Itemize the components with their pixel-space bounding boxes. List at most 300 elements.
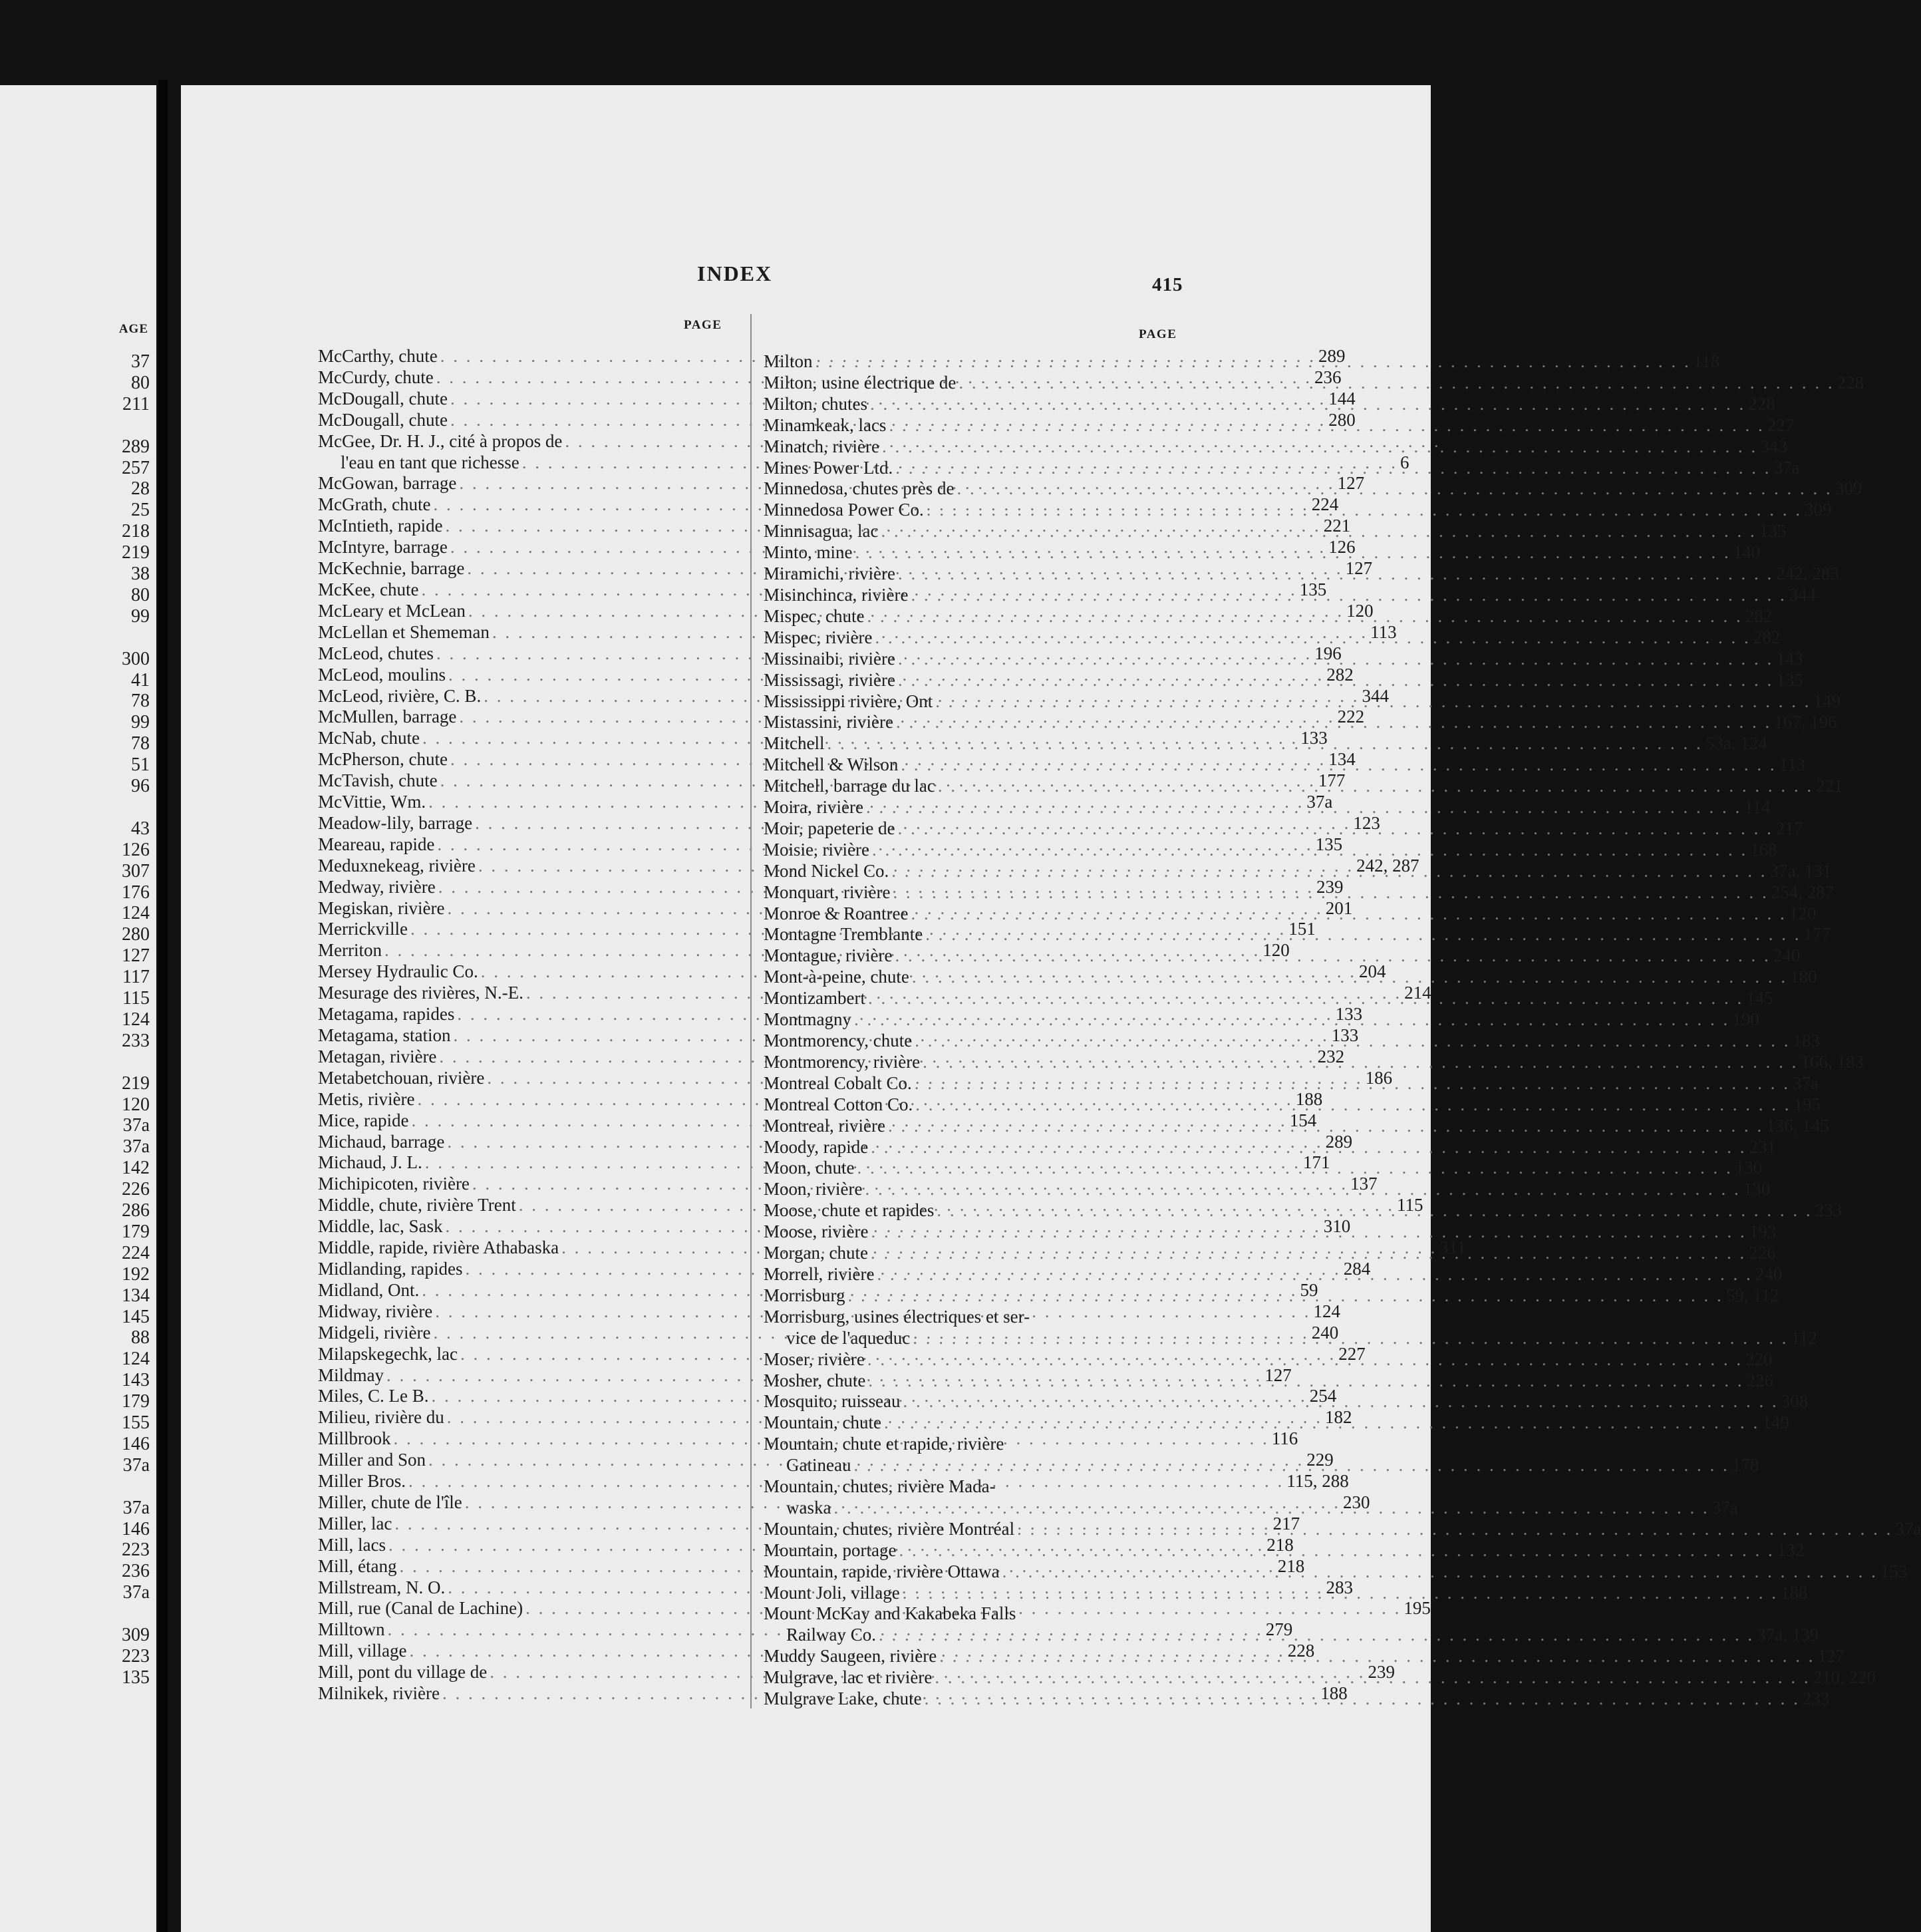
index-entry-page: 309 [1835, 478, 1862, 499]
index-entry-page: 135 [1759, 521, 1787, 542]
left-page-number: 211 [122, 393, 150, 414]
left-page-number: 224 [122, 1242, 150, 1263]
left-column-header: PAGE [684, 318, 722, 332]
index-entry-page: 220 [1745, 1349, 1773, 1369]
left-page-number: 37a [122, 1497, 150, 1518]
index-entry-page: 236 [1314, 367, 1342, 387]
index-entry-page: 59 [1300, 1279, 1318, 1300]
index-entry-text: Mistassini, rivière [764, 712, 893, 732]
left-page-number: 126 [122, 839, 150, 860]
index-entry-page: 221 [1323, 516, 1351, 536]
dot-leader [909, 967, 1790, 988]
index-entry-page: 166, 183 [1801, 1051, 1864, 1072]
left-page-number: 219 [122, 1072, 150, 1094]
index-entry-page: 186 [1365, 1067, 1393, 1088]
left-page-number: 99 [131, 712, 150, 733]
index-entry-page: 240 [1755, 1263, 1783, 1284]
index-entry-page: 134 [1328, 749, 1356, 770]
index-entry-page: 113 [1370, 621, 1397, 642]
index-entry-text: Meduxnekeag, rivière [318, 855, 476, 876]
index-entry-text: Mispec, chute [764, 605, 865, 626]
index-entry-text: McKechnie, barrage [318, 558, 465, 579]
index-entry-page: 218 [1266, 1534, 1294, 1555]
index-entry-page: 226 [1749, 1243, 1776, 1263]
left-page-number: 233 [122, 1030, 150, 1051]
index-entry-text: McLeod, chutes [318, 643, 434, 663]
index-entry-text: Morrell, rivière [764, 1263, 875, 1284]
index-entry-text: Mountain, chutes, rivière Mada- [764, 1476, 996, 1497]
dot-leader [912, 1073, 1793, 1094]
index-entry-page: 135 [1776, 669, 1803, 690]
dot-leader [892, 945, 1773, 967]
index-entry-text: Midway, rivière [318, 1301, 433, 1321]
index-entry-text: Montreal, rivière [764, 1115, 885, 1136]
left-page-number: 280 [122, 924, 150, 945]
dot-leader [854, 1158, 1735, 1179]
index-entry-text: Montmorency, chute [764, 1031, 913, 1050]
left-page-number: 223 [122, 1539, 150, 1561]
index-entry-text: Monquart, rivière [764, 882, 891, 902]
index-entry-page: 177 [1803, 924, 1831, 945]
left-page-number: 226 [122, 1179, 150, 1200]
index-entry-page: 239 [1316, 876, 1344, 897]
index-entry-page: 53a, 124 [1705, 733, 1767, 754]
index-entry-text: Miles, C. Le B. [318, 1386, 429, 1406]
dot-leader [895, 564, 1776, 585]
index-entry-page: 127 [1337, 473, 1365, 494]
index-entry-text: Midgeli, rivière [318, 1322, 431, 1343]
index-entry-text: Mount Joli, village [764, 1582, 900, 1603]
index-entry-text: Miller Bros. [318, 1471, 406, 1492]
index-entry-text: Montmorency, rivière [764, 1051, 921, 1072]
dot-leader [1000, 1561, 1880, 1583]
index-entry-text: Michaud, barrage [318, 1131, 445, 1152]
index-entry-text: Moira, rivière [764, 797, 863, 818]
index-entry-page: 140 [1733, 542, 1761, 563]
index-entry-page: 233 [1815, 1200, 1843, 1221]
index-entry-text: McCurdy, chute [318, 367, 434, 387]
index-entry-text: Mitchell [764, 733, 825, 754]
index-entry-text: Mitchell, barrage du lac [764, 776, 935, 796]
column-divider [750, 314, 752, 1708]
index-entry-page: 168 [1750, 839, 1777, 860]
index-entry-page: 240 [1311, 1322, 1339, 1343]
index-entry-text: Montmagny [764, 1009, 851, 1030]
index-entry [764, 1434, 1159, 1455]
left-page-number: 96 [131, 776, 150, 796]
index-entry-page: 282 [1326, 664, 1354, 685]
index-entry-page: 59, 112 [1725, 1285, 1779, 1305]
index-entry-text: Michaud, J. L. [318, 1152, 422, 1173]
left-page-number: 124 [122, 1009, 150, 1030]
index-entry-text: Mersey Hydraulic Co. [318, 961, 478, 982]
dot-leader [895, 649, 1776, 670]
page-number: 415 [1152, 274, 1183, 295]
index-entry-text: vice de l'aqueduc [786, 1327, 911, 1348]
index-entry-text: Minnisagua, lac [764, 521, 879, 542]
book-gutter [158, 80, 168, 1932]
index-entry-page: 37a [1895, 1518, 1921, 1539]
index-entry-page: 37a [1711, 1497, 1738, 1518]
left-page-number: 289 [122, 436, 150, 457]
left-page-number: 146 [122, 1433, 150, 1454]
dot-leader [956, 373, 1837, 394]
index-entry-text: Miramichi, rivière [764, 564, 895, 584]
index-entry-page: 127 [1817, 1646, 1845, 1667]
index-entry-text: Missinaibi, rivière [764, 648, 895, 669]
left-page-number: 51 [131, 754, 150, 776]
index-entry-text: Midlanding, rapides [318, 1258, 463, 1279]
index-entry-text: McLeary et McLean [318, 600, 466, 621]
index-entry-page: 195 [1404, 1598, 1431, 1619]
index-entry-text: Mulgrave, lac et rivière [764, 1667, 933, 1688]
index-entry-text: Metabetchouan, rivière [318, 1067, 485, 1088]
index-entry-text: Metagan, rivière [318, 1046, 437, 1066]
index-entry-text: Montizambert [764, 988, 865, 1009]
index-entry-text: Muddy Saugeen, rivière [764, 1646, 937, 1667]
index-entry-text: Mountain, portage [764, 1539, 897, 1560]
index-entry-text: Montreal Cobalt Co. [764, 1072, 912, 1093]
index-entry-page: 227 [1767, 414, 1795, 435]
index-entry [764, 436, 1787, 458]
index-entry-page: 309 [1804, 500, 1832, 520]
dot-leader [869, 840, 1750, 861]
dot-leader [886, 415, 1767, 436]
index-entry-text: McVittie, Wm. [318, 792, 426, 812]
index-entry-text: Meadow-lily, barrage [318, 812, 473, 833]
index-entry-page: 190 [1732, 1009, 1759, 1030]
dot-leader [874, 1264, 1755, 1285]
index-entry-text: Megiskan, rivière [318, 897, 445, 918]
index-entry-page: 127 [1345, 558, 1373, 579]
index-entry-text: McGrath, chute [318, 494, 431, 515]
index-entry-text: Mines Power Ltd. [764, 457, 893, 478]
left-page-number: 218 [122, 521, 150, 542]
left-page-number: 41 [131, 669, 150, 691]
dot-leader [824, 733, 1705, 754]
index-entry-page: 120 [1789, 903, 1817, 923]
left-page-number: 124 [122, 1349, 150, 1370]
left-page-number: 300 [122, 648, 150, 669]
index-entry-page: 177 [1318, 770, 1346, 791]
index-entry-text: Merrickville [318, 919, 408, 939]
index-entry-text: Milton [764, 351, 813, 371]
dot-leader [933, 691, 1813, 713]
index-entry-page: 218 [1277, 1555, 1305, 1576]
index-entry-text: Mosquito, ruisseau [764, 1391, 901, 1412]
left-page-number: 80 [131, 584, 150, 605]
index-entry-text: Milnikek, rivière [318, 1683, 440, 1704]
index-entry-page: 112 [1791, 1327, 1818, 1348]
index-entry-text: Moody, rapide [764, 1136, 869, 1157]
left-page-number: 219 [122, 542, 150, 564]
dot-leader [937, 1646, 1817, 1667]
index-entry-text: Minnedosa Power Co. [764, 500, 924, 520]
index-entry-text: Millstream, N. O. [318, 1577, 446, 1597]
dot-leader [908, 903, 1789, 925]
index-entry-page: 183 [1793, 1031, 1820, 1050]
index-entry-text: Moose, rivière [764, 1221, 869, 1242]
dot-leader [876, 1625, 1757, 1646]
index-entry-text: Minto, mine [764, 542, 853, 563]
index-entry-page: 130 [1743, 1179, 1771, 1200]
index-entry-text: Moisie, rivière [764, 839, 869, 860]
index-entry-page: 282 [1753, 627, 1781, 647]
dot-leader [922, 1689, 1803, 1710]
index-entry-page: 171 [1302, 1152, 1330, 1173]
index-entry-text: Mill, pont du village de [318, 1662, 488, 1683]
index-entry-page: 188 [1295, 1088, 1323, 1109]
index-entry-page: 239 [1368, 1662, 1395, 1683]
index-entry-text: waska [786, 1497, 831, 1518]
index-entry-text: Minatch, rivière [764, 436, 879, 456]
index-entry-page: 180 [1790, 967, 1817, 987]
index-entry-page: 149 [1762, 1412, 1789, 1433]
index-entry-text: McMullen, barrage [318, 707, 457, 727]
index-entry-text: Monroe & Roantree [764, 903, 909, 923]
index-entry-page: 214 [1404, 983, 1431, 1003]
index-entry-page: 154 [1289, 1110, 1317, 1130]
index-entry-page: 240 [1773, 945, 1801, 966]
left-page-number: 134 [122, 1285, 150, 1306]
index-entry-text: Montagne Tremblante [764, 924, 923, 945]
left-page-number: 25 [131, 500, 150, 521]
index-entry-page: 228 [1837, 372, 1864, 393]
index-entry-page: 204 [1358, 961, 1386, 982]
index-entry-page: 133 [1335, 1004, 1363, 1025]
index-entry-page: 114 [1744, 797, 1771, 818]
left-page-number: 38 [131, 564, 150, 584]
index-entry-page: 230 [1342, 1492, 1370, 1512]
index-entry [764, 1307, 1159, 1328]
left-page-number: 257 [122, 457, 150, 478]
left-page-number: 176 [122, 882, 150, 903]
dot-leader [868, 1137, 1749, 1158]
left-page-number: 307 [122, 860, 150, 882]
index-entry-page: 344 [1789, 584, 1817, 605]
index-entry-text: Moose, chute et rapides [764, 1200, 935, 1221]
index-entry-text: Meareau, rapide [318, 834, 435, 854]
index-entry-page: 228 [1748, 393, 1775, 414]
left-page-number: 127 [122, 945, 150, 967]
index-entry-text: Mountain, chutes, rivière Montréal [764, 1518, 1015, 1539]
dot-leader [900, 1583, 1781, 1604]
index-entry [764, 1285, 1779, 1307]
dot-leader [923, 924, 1803, 945]
index-entry-page: 118 [1693, 351, 1720, 371]
left-page-number: 146 [122, 1518, 150, 1539]
left-page-number: 99 [131, 605, 150, 627]
index-entry-page: 224 [1311, 494, 1339, 515]
index-entry-text: McDougall, chute [318, 409, 448, 430]
dot-leader [913, 1094, 1793, 1116]
left-page-number: 236 [122, 1561, 150, 1582]
left-page-number: 155 [122, 1412, 150, 1433]
dot-leader [851, 1009, 1732, 1031]
index-entry-page: 115, 288 [1286, 1471, 1349, 1492]
dot-leader [920, 1052, 1801, 1073]
index-entry-page: 143 [1776, 648, 1803, 669]
dot-leader [865, 1349, 1745, 1370]
dot-leader [1014, 1519, 1895, 1540]
index-entry-page: 231 [1749, 1136, 1776, 1157]
dot-leader [867, 394, 1748, 415]
index-entry-page: 115 [1396, 1195, 1423, 1215]
index-entry-page: 124 [1313, 1301, 1340, 1321]
index-entry-text: Mount McKay and Kakabeka Falls [764, 1603, 1016, 1624]
left-page-number: 192 [122, 1263, 150, 1285]
dot-leader [851, 1455, 1731, 1476]
dot-leader [890, 882, 1771, 903]
index-entry-page: 280 [1328, 409, 1356, 430]
dot-leader [935, 776, 1816, 797]
index-entry-page: 135 [1315, 834, 1343, 854]
dot-leader [954, 478, 1835, 500]
left-page-number: 115 [122, 988, 150, 1009]
dot-leader [901, 1391, 1781, 1412]
index-entry-text: Mildmay [318, 1365, 384, 1385]
index-entry-page: 37a [1773, 457, 1800, 478]
dot-leader [853, 542, 1733, 564]
index-entry-page: 226 [1746, 1370, 1774, 1390]
dot-leader [893, 712, 1774, 733]
index-entry-text: Milieu, rivière du [318, 1407, 444, 1428]
index-entry-page: 227 [1338, 1343, 1366, 1364]
dot-leader [912, 1031, 1793, 1052]
left-page-number: 37 [131, 351, 150, 372]
left-page-number: 37a [122, 1454, 150, 1476]
index-entry-text: Michipicoten, rivière [318, 1174, 470, 1194]
index-entry-text: Mountain, chute [764, 1412, 881, 1433]
index-entry-page: 233 [1802, 1689, 1830, 1709]
index-entry-page: 37a, 139 [1757, 1625, 1819, 1645]
index-entry-text: McIntieth, rapide [318, 516, 443, 536]
left-page-number: 78 [131, 733, 150, 754]
index-entry-page: 113 [1779, 754, 1806, 775]
dot-leader [895, 818, 1776, 840]
index-entry-text: Metagama, rapides [318, 1004, 455, 1025]
index-entry-text: Metagama, station [318, 1025, 451, 1045]
index-entry-text: Mill, village [318, 1641, 407, 1661]
left-page-number: 120 [122, 1094, 150, 1115]
index-entry-page: 153 [1880, 1561, 1908, 1581]
dot-leader [865, 988, 1746, 1009]
index-entry-text: Morrisburg, usines électriques et ser- [764, 1306, 1030, 1327]
index-entry-page: 188 [1781, 1582, 1808, 1603]
index-entry-page: 145 [1746, 988, 1773, 1009]
right-column-header: PAGE [1139, 327, 1177, 341]
index-entry-text: Milapskegechk, lac [318, 1343, 458, 1364]
index-entry-page: 37a [1306, 792, 1333, 812]
index-entry-text: Montague, rivière [764, 945, 893, 966]
index-entry-page: 120 [1346, 600, 1374, 621]
index-entry-page: 242, 283 [1776, 564, 1839, 584]
index-entry-text: l'eau en tant que richesse [341, 452, 519, 472]
index-entry-page: 289 [1325, 1131, 1353, 1152]
index-entry-text: McTavish, chute [318, 770, 438, 791]
index-entry-page: 178 [1731, 1455, 1759, 1476]
index-entry-text: Milton, chutes [764, 393, 867, 414]
index-entry-text: Moon, chute [764, 1158, 855, 1178]
index-entry-text: Gatineau [786, 1455, 851, 1476]
index-entry-page: 195 [1793, 1094, 1821, 1114]
index-entry-text: McLeod, moulins [318, 664, 446, 685]
dot-leader [932, 1667, 1813, 1689]
dot-leader [845, 1285, 1726, 1307]
left-page-number: 80 [131, 372, 150, 393]
index-entry-text: Mill, étang [318, 1555, 397, 1576]
index-entry-page: 282 [1745, 605, 1773, 626]
index-entry-text: Mond Nickel Co. [764, 860, 889, 881]
dot-leader [879, 436, 1760, 458]
left-page-number: 124 [122, 903, 150, 924]
left-page-number: 78 [131, 691, 150, 712]
index-entry-page: 217 [1775, 818, 1803, 838]
dot-leader [868, 1243, 1749, 1264]
left-page-number: 286 [122, 1200, 150, 1221]
index-entry-page: 279 [1265, 1619, 1293, 1640]
dot-leader [878, 521, 1759, 542]
index-entry-page: 126 [1328, 537, 1356, 558]
index-entry-text: Mulgrave Lake, chute [764, 1689, 922, 1709]
index-entry-text: Mice, rapide [318, 1110, 409, 1130]
index-entry-text: McPherson, chute [318, 749, 448, 770]
index-entry-text: Minnedosa, chutes près de [764, 478, 955, 499]
index-entry-text: Mill, lacs [318, 1534, 386, 1555]
index-entry [764, 1603, 1159, 1625]
index-entry-page: 222 [1337, 707, 1365, 727]
index-entry-page: 6 [1400, 452, 1409, 472]
index-entry-text: Mitchell & Wilson [764, 754, 899, 775]
index-entry-text: Minamkeak, lacs [764, 414, 887, 435]
left-page-number: 179 [122, 1391, 150, 1412]
index-entry-text: Miller, chute de l'île [318, 1492, 462, 1512]
index-entry-text: McNab, chute [318, 728, 420, 748]
dot-leader [862, 1179, 1743, 1200]
index-entry-page: 310 [1323, 1216, 1351, 1237]
index-entry-page: 308 [1781, 1391, 1809, 1412]
index-entry-text: Moon, rivière [764, 1179, 863, 1200]
dot-leader [831, 1498, 1711, 1519]
index-entry-text: McLeod, rivière, C. B. [318, 685, 482, 706]
left-page-number: 43 [131, 818, 150, 839]
index-entry-page: 149 [1813, 691, 1841, 711]
index-entry-text: Moir, papeterie de [764, 818, 895, 838]
index-entry-page: 188 [1320, 1683, 1348, 1704]
index-entry-text: McIntyre, barrage [318, 537, 448, 558]
left-page-number: 179 [122, 1221, 150, 1242]
left-page-number: 117 [122, 967, 150, 988]
index-entry-page: 289 [1318, 346, 1346, 366]
index-entry-page: 254, 287 [1771, 882, 1835, 902]
index-entry-text: Milton, usine électrique de [764, 372, 957, 393]
index-entry-page: 130 [1735, 1158, 1763, 1178]
dot-leader [863, 797, 1744, 818]
dot-leader [898, 754, 1779, 776]
index-entry-page: 144 [1328, 388, 1356, 408]
index-entry-page: 133 [1331, 1025, 1359, 1045]
index-entry-page: 232 [1317, 1046, 1345, 1066]
index-entry-page: 284 [1343, 1258, 1371, 1279]
dot-leader [813, 351, 1694, 373]
dot-leader [895, 670, 1776, 691]
index-entry-page: 254 [1309, 1386, 1337, 1406]
dot-leader [910, 1328, 1791, 1349]
left-page-number: 88 [131, 1327, 150, 1349]
index-entry-text: McGowan, barrage [318, 473, 457, 494]
index-entry-text: Metis, rivière [318, 1088, 415, 1109]
index-entry-page: 221 [1816, 776, 1843, 796]
